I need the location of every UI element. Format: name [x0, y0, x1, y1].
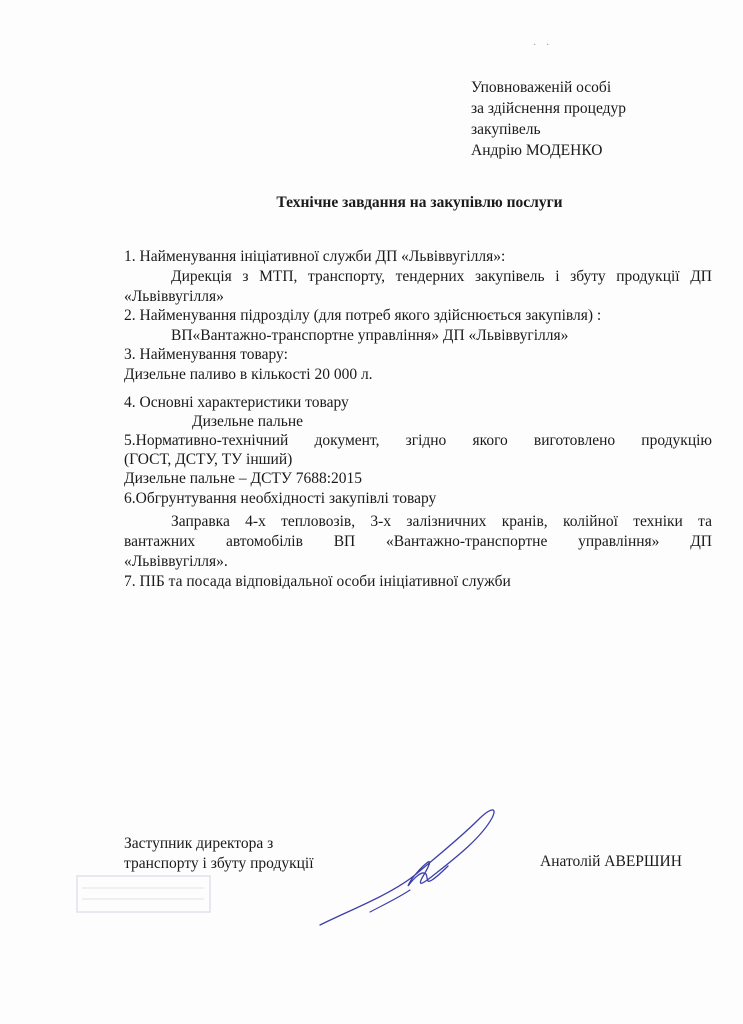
signatory-position — [124, 834, 314, 874]
addressee-line: закупівель — [471, 121, 541, 138]
addressee-line: Уповноваженій особі — [471, 79, 612, 96]
section-6-heading: 6.Обгрунтування необхідності закупівлі товару — [124, 490, 437, 507]
handwritten-signature — [310, 800, 510, 930]
section-4-value: Дизельне пальне — [192, 413, 304, 430]
signatory-position-line: Заступник директора з — [124, 835, 274, 852]
section-1-value-cont: «Львіввугілля» — [124, 288, 224, 305]
section-6-value-end: «Львіввугілля». — [124, 553, 228, 570]
section-2-heading: 2. Найменування підрозділу (для потреб якого здійснюється закупівля) : — [124, 307, 602, 324]
section-6-value: Заправка 4-х тепловозів, 3-х залізничних кранів, колійної техніки та — [171, 513, 712, 530]
scan-speck: · — [546, 40, 550, 51]
document-title: Технічне завдання на закупівлю послуги — [276, 194, 563, 211]
section-7-heading: 7. ПІБ та посада відповідальної особи ініціативної служби — [124, 573, 511, 590]
section-5-heading: 5.Нормативно-технічний документ, згідно якого виготовлено продукцію — [124, 432, 712, 449]
section-6-value-cont: вантажних автомобілів ВП «Вантажно-транспортне управління» ДП — [124, 533, 712, 550]
stamp-imprint — [76, 875, 211, 913]
section-3-value: Дизельне паливо в кількості 20 000 л. — [124, 366, 373, 383]
section-4-heading: 4. Основні характеристики товару — [124, 394, 349, 411]
section-2-value: ВП«Вантажно-транспортне управління» ДП «Львіввугілля» — [171, 327, 569, 344]
section-3-heading: 3. Найменування товару: — [124, 346, 288, 363]
addressee-name: Андрію МОДЕНКО — [471, 142, 603, 159]
addressee-block — [471, 77, 626, 161]
addressee-line: за здійснення процедур — [471, 100, 627, 117]
section-1-value: Дирекція з МТП, транспорту, тендерних закупівель і збуту продукції ДП — [171, 268, 712, 285]
signatory-name: Анатолій АВЕРШИН — [540, 853, 682, 870]
scan-speck: · — [533, 40, 537, 51]
section-1-heading: 1. Найменування ініціативної служби ДП «Львіввугілля»: — [124, 248, 506, 265]
section-5-heading-cont: (ГОСТ, ДСТУ, ТУ інший) — [124, 451, 293, 468]
section-5-value: Дизельне пальне – ДСТУ 7688:2015 — [124, 470, 363, 487]
signatory-position-line: транспорту і збуту продукції — [124, 855, 314, 872]
